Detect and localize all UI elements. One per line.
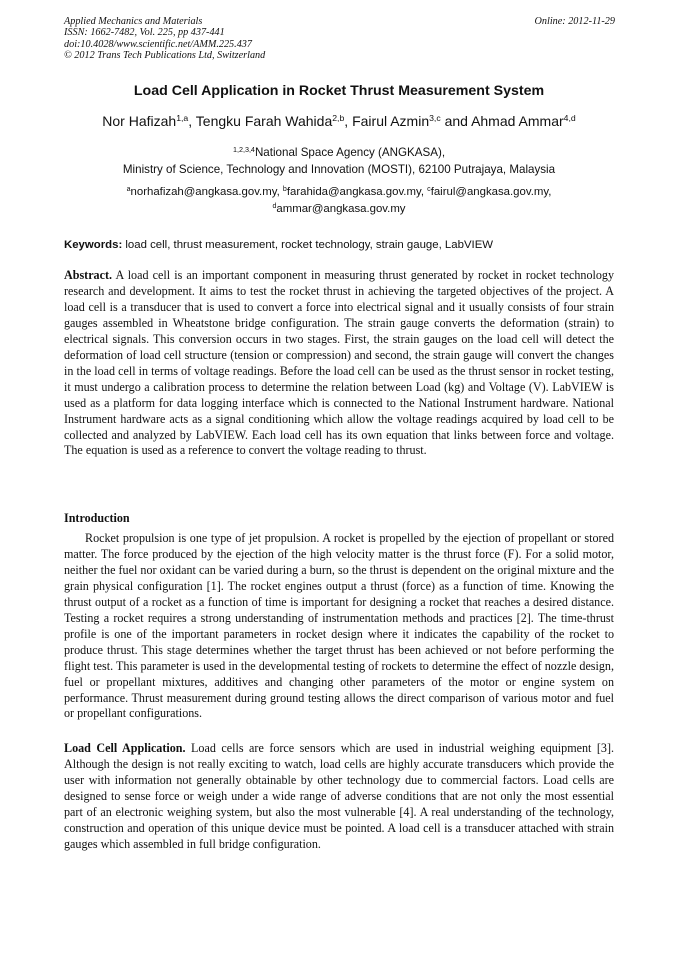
affiliation-marks: 1,2,3,4 — [232, 145, 255, 155]
load-cell-paragraph — [64, 741, 614, 853]
keywords-label: Keywords: — [64, 239, 123, 251]
email-line-2 — [20, 201, 658, 218]
author-name: Nor Hafizah — [102, 113, 177, 129]
affiliation — [20, 144, 658, 178]
abstract-label: Abstract. — [64, 268, 113, 282]
email-list — [20, 184, 658, 218]
email-mark: c — [427, 186, 431, 194]
email-address[interactable]: farahida@angkasa.gov.my — [286, 186, 421, 198]
author-marks: 3,c — [429, 113, 441, 124]
keywords-text: load cell, thrust measurement, rocket technology, strain gauge, LabVIEW — [125, 239, 494, 251]
author-list — [20, 111, 658, 131]
introduction-paragraph: Rocket propulsion is one type of jet propulsion. A rocket is propelled by the ejection of propellant or stored matter. The force produced by the ejection of the high velocity matter is the thrust force (F). For a solid motor, neither the fuel nor oxidant can be varied during a burn, so the thrust is dependent on the original mixture and the grain physical configuration [1]. The rocket engines output a thrust (force) as a function of time. Knowing the thrust output of a rocket as a function of time is important for designing a rocket that reaches a desired distance. Testing a rocket requires a strong understanding of instrumentation methods and practices [2]. The time-thrust profile is one of the important parameters in rocket design where it indicates the capability of the rocket to produce thrust. This stage determines whether the target thrust has been achieved or not before performing the flight test. This parameter is used in the developmental testing of rockets to determine the effect of nozzle design, fuel or propellant mixtures, additives and changing other parameters of the motor or engine system on performance. Thrust measurement during ground testing allows the direct comparison of various motor and fuel or propellant configurations. — [64, 531, 614, 721]
journal-header — [64, 16, 484, 62]
journal-issn: ISSN: 1662-7482, Vol. 225, pp 437-441 — [64, 27, 225, 39]
affiliation-line-1 — [20, 144, 658, 161]
section-heading-introduction: Introduction — [64, 511, 130, 525]
email-separator: , — [548, 186, 552, 198]
email-separator: , — [420, 186, 428, 198]
journal-copyright: © 2012 Trans Tech Publications Ltd, Switzerland — [64, 50, 266, 62]
author-name: Fairul Azmin — [352, 113, 430, 129]
author-name: Ahmad Ammar — [471, 113, 564, 129]
author-name: Tengku Farah Wahida — [195, 113, 333, 129]
email-address[interactable]: norhafizah@angkasa.gov.my — [130, 186, 277, 198]
keywords — [64, 238, 616, 252]
author-separator: , — [188, 113, 196, 129]
load-cell-text: Load cells are force sensors which are used in industrial weighing equipment [3]. Although the design is not really exciting to watch, load cells are highly accurate transducers which provide the user with information not generally obtainable by other technology due to commercial factors. Load cells are designed to sense force or weigh under a wide range of adverse conditions that are not only the most essential part of an electronic weighing system, but also the most vulnerable [4]. A real understanding of the technology, construction and operation of this unique device must be pointed. A load cell is a transducer attached with strain gauges which assembled in full bridge configuration. — [64, 741, 614, 851]
email-address[interactable]: fairul@angkasa.gov.my — [430, 186, 549, 198]
online-date: Online: 2012-11-29 — [534, 16, 615, 27]
email-mark: d — [272, 203, 277, 211]
load-cell-label: Load Cell Application. — [64, 741, 186, 755]
journal-doi[interactable]: doi:10.4028/www.scientific.net/AMM.225.437 — [64, 38, 252, 50]
affiliation-line-2: Ministry of Science, Technology and Innovation (MOSTI), 62100 Putrajaya, Malaysia — [122, 163, 556, 176]
author-separator: and — [440, 113, 472, 129]
email-mark: b — [282, 186, 287, 194]
email-mark: a — [126, 186, 131, 194]
author-marks: 1,a — [176, 113, 189, 124]
journal-name: Applied Mechanics and Materials — [64, 16, 203, 27]
email-address[interactable]: ammar@angkasa.gov.my — [276, 203, 406, 215]
paper-title: Load Cell Application in Rocket Thrust Measurement System — [133, 83, 545, 99]
email-line-1 — [20, 184, 658, 201]
abstract-text: A load cell is an important component in measuring thrust generated by rocket in rocket technology research and development. It aims to test the rocket thrust in achieving the targeted objectives of the project. A load cell is a transducer that is used to convert a force into electrical signal and it usually consists of four strain gauges assembled in Wheatstone bridge configuration. The strain gauge converts the deformation (strain) to electrical signals. This conversion occurs in two stages. First, the strain gauges on the load cell will detect the deformation of load cell structure (tension or compression) and second, the strain gauge will convert the changes in the load cell in terms of voltage readings. Before the load cell can be used as the thrust sensor in rocket testing, it must undergo a calibration process to determine the relation between Load (kg) and Voltage (V). LabVIEW is used as a platform for data logging interface which is connected to the National Instrument hardware. National Instrument hardware acts as a signal conditioning which allow the voltage readings acquired by load cell to be collected and analyzed by LabVIEW. Each load cell has its own equation that links between force and voltage. The equation is used as a reference to convert the voltage reading to thrust. — [64, 268, 615, 458]
abstract-paragraph — [64, 268, 614, 459]
author-marks: 2,b — [332, 113, 345, 124]
email-separator: , — [276, 186, 283, 198]
affiliation-org: National Space Agency (ANGKASA), — [254, 146, 446, 159]
author-marks: 4,d — [563, 113, 576, 124]
author-separator: , — [344, 113, 353, 129]
